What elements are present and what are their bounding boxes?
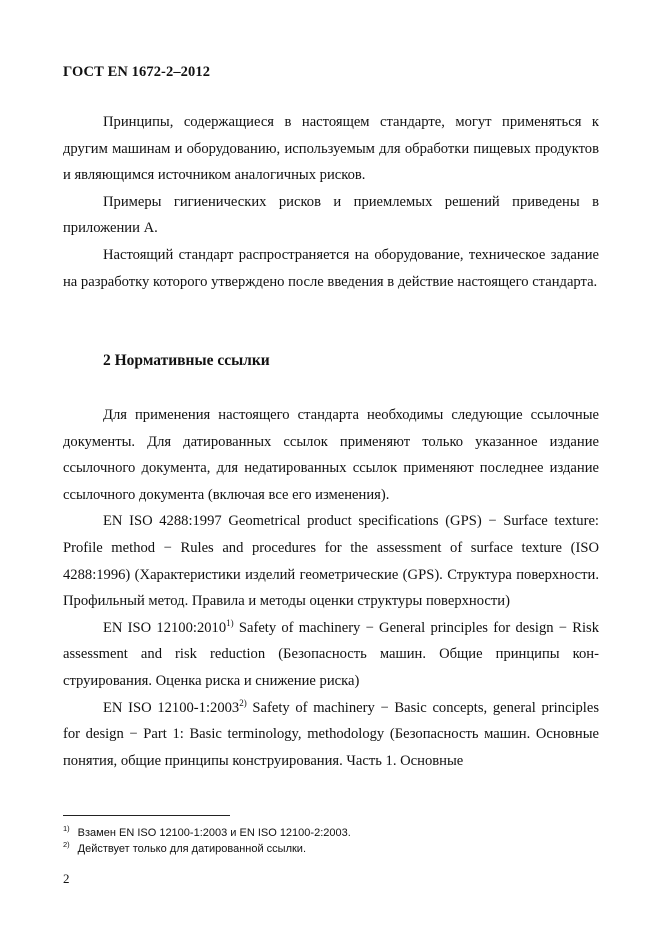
footnote-mark: 1) (63, 824, 70, 834)
page-number: 2 (63, 871, 70, 886)
footnote-mark: 2) (239, 697, 247, 708)
footnotes (63, 825, 351, 857)
reference-code: EN ISO 12100:2010 (103, 619, 227, 636)
intro-paragraph: Настоящий стандарт распространяется на оборудование, техническое задание на разработку которого утверждено после введения в действие настоящего стандарта. (63, 246, 599, 290)
footnote (63, 841, 351, 857)
footnote-mark: 1) (226, 617, 234, 628)
footnote-text: Действует только для датированной ссылки. (77, 843, 307, 855)
footnote-mark: 2) (63, 840, 70, 850)
reference-entry (63, 695, 599, 775)
intro-text (63, 109, 599, 295)
reference-text: Safety of machinery − General principles for design − Risk assessment and risk reduction (Безопасность машин. Общие принципы конструирования. Оценка риска и снижение риска) (63, 619, 599, 689)
section-paragraph: Для применения настоящего стандарта необходимы следующие ссылочные документы. Для датированных ссылок применяют только указанное издание ссылочного документа, для недатированных ссылок применяют последнее издание ссылочного документа (включая все его изменения). (63, 407, 599, 503)
footnote (63, 825, 351, 841)
footnote-divider (63, 815, 230, 816)
reference-code: EN ISO 4288:1997 (103, 513, 222, 530)
reference-code: EN ISO 12100-1:2003 (103, 699, 240, 716)
references-text (63, 402, 599, 774)
section-heading: 2 Нормативные ссылки (103, 352, 270, 369)
reference-entry (63, 615, 599, 695)
intro-paragraph: Примеры гигиенических рисков и приемлемых решений приведены в приложении А. (63, 193, 599, 237)
footnote-text: Взамен EN ISO 12100-1:2003 и EN ISO 12100-2:2003. (77, 827, 351, 839)
intro-paragraph: Принципы, содержащиеся в настоящем стандарте, могут применяться к другим машинам и оборудованию, используемым для обработки пищевых продуктов и являющимся источником аналогичных рисков. (63, 114, 599, 184)
standard-header: ГОСТ EN 1672-2–2012 (63, 64, 211, 80)
reference-text: Geometrical product specifications (GPS) − Surface texture: Profile method − Rules and procedures for the assessment of surface texture (ISO 4288:1996) (Характеристики изделий геометрические (GPS). Структура поверхности. Профильный метод. Правила и методы оценки структуры поверхности) (63, 513, 599, 610)
reference-entry (63, 508, 599, 614)
reference-text: Safety of machinery − Basic concepts, general principles for design − Part 1: Basic terminology, methodology (Безопасность машин. Основные понятия, общие принципы конструирования. Часть 1. Основные (63, 699, 600, 769)
